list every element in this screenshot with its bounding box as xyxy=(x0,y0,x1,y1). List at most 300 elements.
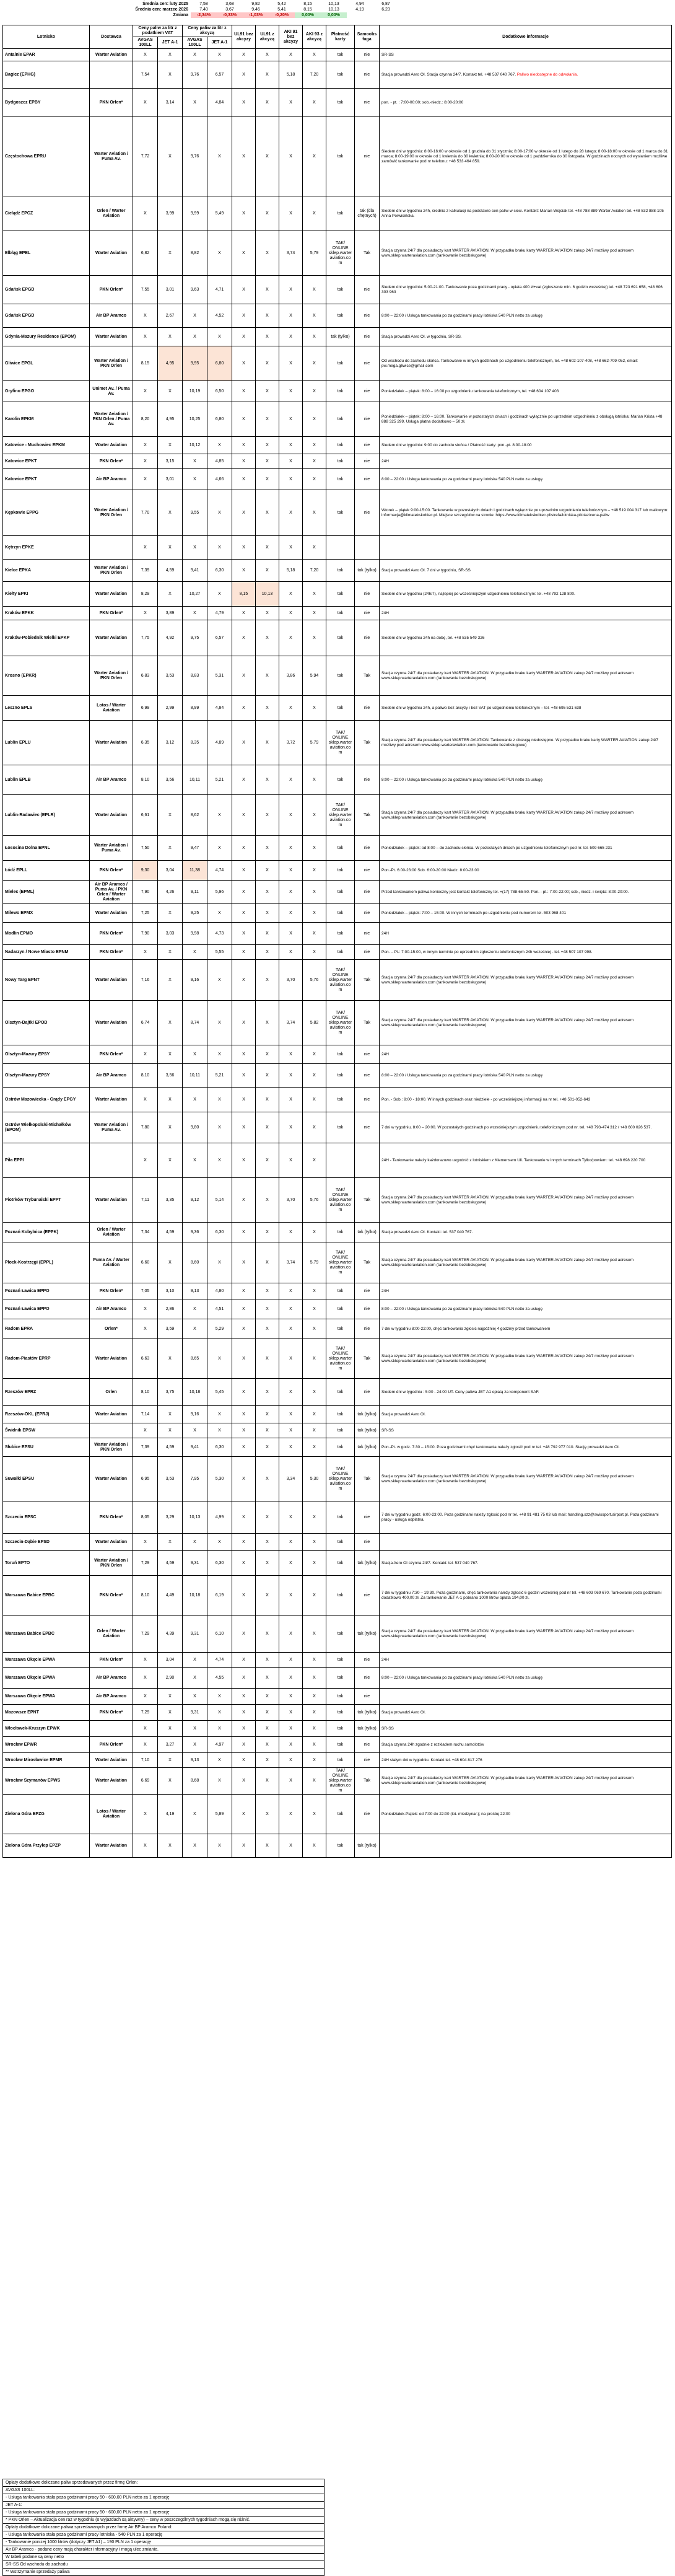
card-payment: tak (tylko) xyxy=(326,328,355,346)
price-cell: X xyxy=(256,861,279,881)
table-row xyxy=(3,765,672,795)
col-aki93-z-akcyza: AKI 93 z akcyzą xyxy=(303,25,326,49)
price-cell: X xyxy=(232,1064,256,1088)
price-cell: X xyxy=(279,1319,303,1339)
info-text: Stacja prowadzi Aero OI. Kontakt: tel. 537 040 767. xyxy=(381,1229,473,1234)
additional-info xyxy=(380,1834,672,1858)
price-cell: X xyxy=(256,904,279,923)
additional-info xyxy=(380,1501,672,1534)
airport-name: Poznań Kobylnica (EPPK) xyxy=(3,1223,90,1242)
info-text: Poniedziałek – piątek: 7:00 – 15:00. W innych terminach po uzgodnieniu pod numerem tel. 503 968 401 xyxy=(381,910,567,915)
price-cell: X xyxy=(232,1112,256,1143)
price-cell: X xyxy=(279,1834,303,1858)
self-service xyxy=(355,536,380,560)
additional-info xyxy=(380,1551,672,1576)
table-row xyxy=(3,1534,672,1551)
supplier-name: Warter Aviation / PKN Orlen xyxy=(90,346,133,381)
price-cell: 4,74 xyxy=(207,861,232,881)
price-cell: 6,69 xyxy=(133,1768,158,1795)
price-cell: 6,74 xyxy=(133,1001,158,1045)
airport-name: Warszawa Babice EPBC xyxy=(3,1615,90,1653)
price-cell: X xyxy=(279,923,303,945)
supplier-name: Warter Aviation xyxy=(90,721,133,765)
table-row xyxy=(3,1339,672,1379)
price-cell: 6,19 xyxy=(207,1576,232,1615)
col-avgas-net: AVGAS 100LL xyxy=(183,37,207,49)
info-text: Siedem dni w tygodniu: 9:00 do zachodu słońca / Płatność karty: pon.-pt. 8:00-18:00 xyxy=(381,442,532,447)
price-cell: X xyxy=(232,1001,256,1045)
supplier-name: Warter Aviation xyxy=(90,1339,133,1379)
card-payment: tak xyxy=(326,881,355,904)
price-cell: X xyxy=(183,1737,207,1753)
self-service xyxy=(355,1143,380,1178)
info-text: Siedem dni w tygodniu (24h/7), najlepiej po wcześniejszym uzgodnieniu telefonicznym: tel. +48 792 128 800. xyxy=(381,591,575,596)
price-cell: 9,98 xyxy=(183,923,207,945)
price-cell: X xyxy=(279,1438,303,1457)
price-cell: 5,76 xyxy=(303,960,326,1001)
self-service: nie xyxy=(355,620,380,656)
additional-info xyxy=(380,1406,672,1423)
self-service: nie xyxy=(355,1319,380,1339)
additional-info xyxy=(380,1689,672,1705)
airport-name: Milewo EPMX xyxy=(3,904,90,923)
price-cell: 6,30 xyxy=(207,560,232,582)
price-cell: 4,59 xyxy=(158,1223,183,1242)
price-cell: X xyxy=(256,454,279,469)
table-row xyxy=(3,536,672,560)
price-cell: 8,65 xyxy=(183,1339,207,1379)
price-cell: X xyxy=(256,1143,279,1178)
price-cell: X xyxy=(158,1705,183,1721)
price-cell: X xyxy=(133,328,158,346)
info-text: Stacja prowadzi Aero OI. w tygodniu, SR-SS. xyxy=(381,334,462,339)
card-payment: tak xyxy=(326,454,355,469)
table-row xyxy=(3,656,672,696)
price-cell: X xyxy=(279,1615,303,1653)
airport-name: Kętrzyn EPKE xyxy=(3,536,90,560)
price-cell: X xyxy=(279,1283,303,1299)
additional-info xyxy=(380,795,672,836)
price-cell: X xyxy=(256,1457,279,1501)
supplier-name: Air BP Aramco xyxy=(90,304,133,328)
additional-info xyxy=(380,923,672,945)
price-cell: X xyxy=(256,607,279,620)
price-cell: X xyxy=(256,923,279,945)
price-cell: 3,86 xyxy=(279,656,303,696)
additional-info xyxy=(380,61,672,89)
price-cell: 10,13 xyxy=(256,582,279,607)
price-cell: 3,29 xyxy=(158,1501,183,1534)
price-cell: X xyxy=(232,89,256,117)
info-text: 24H xyxy=(381,610,389,615)
price-cell: X xyxy=(232,346,256,381)
price-cell: X xyxy=(133,1423,158,1438)
additional-info xyxy=(380,656,672,696)
summary-value: 8,15 xyxy=(303,7,312,12)
price-cell: 3,74 xyxy=(279,1242,303,1283)
self-service: nie xyxy=(355,881,380,904)
price-cell: X xyxy=(232,881,256,904)
footnote-row xyxy=(3,2554,324,2561)
price-cell: X xyxy=(207,1001,232,1045)
airport-name: Rzeszów-OKL (EPRJ) xyxy=(3,1406,90,1423)
price-cell: X xyxy=(183,1088,207,1112)
price-cell: X xyxy=(232,454,256,469)
info-text: Stacja prowadzi Aero OI. 7 dni w tygodniu, SR-SS xyxy=(381,568,471,573)
price-cell: 5,18 xyxy=(279,61,303,89)
info-text: 7 dni w tygodniu 8:00-22:00, chęć tankowania zgłosić najpóźniej 4 godziny przed tankowaniem xyxy=(381,1326,551,1331)
price-cell: X xyxy=(256,1339,279,1379)
card-payment: tak xyxy=(326,904,355,923)
price-cell: X xyxy=(303,1615,326,1653)
price-cell: 6,35 xyxy=(133,721,158,765)
supplier-name: Unimet Av. / Puma Av. xyxy=(90,381,133,402)
price-cell: X xyxy=(256,1721,279,1737)
price-cell: X xyxy=(279,49,303,61)
price-cell: X xyxy=(303,1834,326,1858)
price-cell: X xyxy=(207,1112,232,1143)
self-service: nie xyxy=(355,765,380,795)
additional-info xyxy=(380,560,672,582)
self-service: nie xyxy=(355,696,380,721)
price-cell: X xyxy=(279,1299,303,1319)
price-cell: X xyxy=(232,1705,256,1721)
self-service: nie xyxy=(355,1299,380,1319)
price-cell: X xyxy=(183,1319,207,1339)
col-dostawca: Dostawca xyxy=(90,25,133,49)
info-text: Siedem dni w tygodniu: 8:00-16:00 w okresie od 1 grudnia do 31 stycznia; 8:00-17:00 w okresie od 1 lutego do 28 lutego; 8:00-18:00 w okresie od 1 marca do 31 marca; 8:00-19:00 w okresie od 1 kwietnia do 30 kwietnia; 8:00-20:00 w okresie od 1 października do 30 listopada. W godzinach nocnych od wysłaniem możliwe zamówić tankowanie pod nr telefonu: +48 533 464 859. xyxy=(381,149,668,164)
price-cell: 10,11 xyxy=(183,1064,207,1088)
col-group-vat: Ceny paliw za litr z podatkiem VAT xyxy=(133,25,183,37)
price-cell: X xyxy=(303,765,326,795)
price-cell: X xyxy=(256,1379,279,1406)
additional-info xyxy=(380,1379,672,1406)
price-cell: X xyxy=(256,196,279,231)
price-cell: X xyxy=(279,696,303,721)
price-cell: 9,80 xyxy=(183,1112,207,1143)
table-row xyxy=(3,696,672,721)
info-text: 24H xyxy=(381,931,389,936)
price-cell: 6,57 xyxy=(207,620,232,656)
card-payment: tak xyxy=(326,402,355,437)
supplier-name: Warter Aviation / PKN Orlen xyxy=(90,1551,133,1576)
price-cell: 3,56 xyxy=(158,1064,183,1088)
info-text: 8:00 – 22:00 / Usługa tankowania po za godzinami pracy lotniska 540 PLN netto za usługę xyxy=(381,477,543,481)
self-service: nie xyxy=(355,276,380,304)
info-text: Stacja prowadzi Aero OI. xyxy=(381,1412,426,1417)
self-service: nie xyxy=(355,49,380,61)
price-cell: 7,34 xyxy=(133,1223,158,1242)
airport-name: Bydgoszcz EPBY xyxy=(3,89,90,117)
price-cell: 3,27 xyxy=(158,1737,183,1753)
info-text: Stacja czynna 24/7 dla posiadaczy kart WARTER AVIATION. W przypadku braku karty WARTER AVIATION zakup 24/7 możliwy pod adresem www.sklep.warteraviation.com (tankowanie bezobsługowe) xyxy=(381,670,634,680)
additional-info xyxy=(380,1088,672,1112)
footnote-text: - Usługa tankowania stała poza godzinami pracy 50 - 600,00 PLN netto za 1 operację xyxy=(3,2494,324,2502)
table-row xyxy=(3,276,672,304)
price-cell: X xyxy=(303,1319,326,1339)
price-cell: X xyxy=(232,49,256,61)
airport-name: Ostrów Mazowiecka - Grądy EPGY xyxy=(3,1088,90,1112)
self-service: nie xyxy=(355,1753,380,1768)
price-cell: 5,76 xyxy=(303,1178,326,1223)
price-cell: 4,19 xyxy=(158,1795,183,1834)
price-cell: X xyxy=(256,1423,279,1438)
airport-name: Lublin-Radawiec (EPLR) xyxy=(3,795,90,836)
card-payment: tak xyxy=(326,1112,355,1143)
price-cell: X xyxy=(303,454,326,469)
price-cell: X xyxy=(133,437,158,454)
price-cell: X xyxy=(256,346,279,381)
airport-name: Warszawa Okęcie EPWA xyxy=(3,1689,90,1705)
table-row xyxy=(3,1283,672,1299)
price-cell: X xyxy=(207,536,232,560)
airport-name: Gryfino EPGO xyxy=(3,381,90,402)
price-cell: X xyxy=(183,1423,207,1438)
price-cell: X xyxy=(207,1768,232,1795)
price-cell: X xyxy=(279,1223,303,1242)
info-text: 8:00 – 22:00 / Usługa tankowania po za godzinami pracy lotniska 540 PLN netto za usługę xyxy=(381,1073,543,1078)
price-cell: X xyxy=(207,1423,232,1438)
price-cell: 2,86 xyxy=(158,1299,183,1319)
price-cell: 6,10 xyxy=(207,1615,232,1653)
price-cell: X xyxy=(303,1379,326,1406)
price-cell: 8,83 xyxy=(183,656,207,696)
price-cell: 6,63 xyxy=(133,1339,158,1379)
airport-name: Kępkowie EPPG xyxy=(3,490,90,536)
price-cell: X xyxy=(256,1576,279,1615)
card-payment: tak xyxy=(326,1064,355,1088)
supplier-name: Warter Aviation xyxy=(90,582,133,607)
additional-info xyxy=(380,1283,672,1299)
supplier-name: Warter Aviation xyxy=(90,620,133,656)
self-service: Tak xyxy=(355,1001,380,1045)
card-payment xyxy=(326,1143,355,1178)
additional-info xyxy=(380,1001,672,1045)
price-cell: X xyxy=(133,196,158,231)
price-cell: X xyxy=(158,117,183,196)
info-text: Stacja prowadzi Aero OI. Stacja czynna 24/7. Kontakt tel. +48 537 040 767. xyxy=(381,72,516,77)
price-cell: X xyxy=(232,231,256,276)
self-service: Tak xyxy=(355,231,380,276)
supplier-name: Warter Aviation xyxy=(90,1001,133,1045)
summary-value: 0,00% xyxy=(295,12,321,18)
supplier-name: Warter Aviation / PKN Orlen / Puma Av. xyxy=(90,402,133,437)
table-row xyxy=(3,328,672,346)
price-cell: 6,99 xyxy=(133,696,158,721)
price-cell: X xyxy=(256,1299,279,1319)
price-cell: X xyxy=(232,1319,256,1339)
price-cell: X xyxy=(279,607,303,620)
price-cell: X xyxy=(232,1178,256,1223)
price-cell: 6,57 xyxy=(207,61,232,89)
airport-name: Cielądź EPCZ xyxy=(3,196,90,231)
info-warning: Paliwo niedostępne do odwołania. xyxy=(516,72,578,77)
price-cell: X xyxy=(158,1834,183,1858)
price-cell: X xyxy=(256,1753,279,1768)
self-service: nie xyxy=(355,437,380,454)
price-cell: X xyxy=(232,945,256,960)
info-text: Siedem dni w tygodniu: 5:00-21:00. Tankowanie poza godzinami pracy - opłata 400 zł+vat (zgłoszenie min. 6 godzin wcześniej) tel. +48 723 691 658, +48 606 303 963 xyxy=(381,284,663,294)
table-row xyxy=(3,607,672,620)
price-cell: X xyxy=(303,620,326,656)
price-cell: X xyxy=(303,1705,326,1721)
price-cell: X xyxy=(158,1534,183,1551)
price-cell: X xyxy=(207,1753,232,1768)
summary-value: 8,15 xyxy=(303,2,312,6)
price-cell: 3,15 xyxy=(158,454,183,469)
price-cell: X xyxy=(279,836,303,861)
table-row xyxy=(3,721,672,765)
price-cell: X xyxy=(303,1653,326,1668)
supplier-name: PKN Orlen* xyxy=(90,1737,133,1753)
self-service: Tak xyxy=(355,656,380,696)
price-cell: 3,04 xyxy=(158,861,183,881)
price-cell: X xyxy=(158,61,183,89)
price-cell: 7,39 xyxy=(133,560,158,582)
price-cell: 5,30 xyxy=(207,1457,232,1501)
price-cell: 5,89 xyxy=(207,1795,232,1834)
card-payment: tak xyxy=(326,1283,355,1299)
price-cell: X xyxy=(303,196,326,231)
info-text: Stacja czynna 24/7 dla posiadaczy kart WARTER AVIATION. Tankowanie z obsługą niedostępne. W przypadku braku karty WARTER AVIATION zakup 24/7 możliwy pod adresem www.sklep.warteraviation.com (tankowanie bezobsługowe) xyxy=(381,737,659,747)
price-cell: 3,72 xyxy=(279,721,303,765)
airport-name: Gdańsk EPGD xyxy=(3,276,90,304)
airport-name: Katowice - Muchowiec EPKM xyxy=(3,437,90,454)
self-service: nie xyxy=(355,1689,380,1705)
table-row xyxy=(3,454,672,469)
table-row xyxy=(3,1653,672,1668)
price-cell: 4,71 xyxy=(207,276,232,304)
additional-info xyxy=(380,304,672,328)
price-cell: X xyxy=(279,1064,303,1088)
table-row xyxy=(3,1299,672,1319)
table-row xyxy=(3,1668,672,1689)
table-row xyxy=(3,437,672,454)
price-cell: X xyxy=(232,490,256,536)
price-cell: X xyxy=(158,381,183,402)
table-row xyxy=(3,923,672,945)
price-cell: 8,35 xyxy=(183,721,207,765)
self-service: tak (tylko) xyxy=(355,1406,380,1423)
price-cell: X xyxy=(279,1088,303,1112)
price-cell: X xyxy=(133,1143,158,1178)
price-cell: X xyxy=(232,1834,256,1858)
card-payment: tak xyxy=(326,196,355,231)
footnote-row xyxy=(3,2524,324,2531)
price-cell: 7,25 xyxy=(133,904,158,923)
price-cell: 4,99 xyxy=(207,1501,232,1534)
table-row xyxy=(3,945,672,960)
table-row xyxy=(3,381,672,402)
price-cell: X xyxy=(207,795,232,836)
price-cell: 5,31 xyxy=(207,656,232,696)
price-cell: 7,16 xyxy=(133,960,158,1001)
price-cell: 9,12 xyxy=(183,1178,207,1223)
footnote-text: - Usługa tankowania stała poza godzinami pracy lotniska - 540 PLN za 1 operację xyxy=(3,2531,324,2539)
price-cell: X xyxy=(207,328,232,346)
airport-name: Włocławek-Kruszyn EPWK xyxy=(3,1721,90,1737)
additional-info xyxy=(380,469,672,490)
price-cell: X xyxy=(183,454,207,469)
price-cell: 3,03 xyxy=(158,923,183,945)
footnote-text: Air BP Aramco - podane ceny mają charakter informacyjny i mogą ulec zmianie. xyxy=(3,2546,324,2554)
self-service: Tak xyxy=(355,1768,380,1795)
additional-info xyxy=(380,1615,672,1653)
footnote-text: AVGAS 100LL: xyxy=(3,2487,324,2494)
additional-info xyxy=(380,1534,672,1551)
price-cell: X xyxy=(207,231,232,276)
price-cell: 7,29 xyxy=(133,1615,158,1653)
airport-name: Łódź EPLL xyxy=(3,861,90,881)
table-row xyxy=(3,1551,672,1576)
airport-name: Wrocław EPWR xyxy=(3,1737,90,1753)
price-cell: 2,90 xyxy=(158,1668,183,1689)
price-cell: X xyxy=(256,304,279,328)
price-cell: 4,95 xyxy=(158,402,183,437)
price-cell: X xyxy=(133,1653,158,1668)
price-cell: 7,70 xyxy=(133,490,158,536)
card-payment: tak xyxy=(326,1534,355,1551)
additional-info xyxy=(380,328,672,346)
supplier-name: Warter Aviation xyxy=(90,1178,133,1223)
airport-name: Karolin EPKM xyxy=(3,402,90,437)
airport-name: Gdańsk EPGD xyxy=(3,304,90,328)
price-cell: X xyxy=(183,469,207,490)
price-cell: 8,15 xyxy=(232,582,256,607)
card-payment: tak xyxy=(326,1689,355,1705)
table-row xyxy=(3,196,672,231)
price-cell: X xyxy=(232,1045,256,1064)
airport-name: Olsztyn-Mazury EPSY xyxy=(3,1045,90,1064)
footnote-row xyxy=(3,2531,324,2539)
price-cell: X xyxy=(158,795,183,836)
table-row xyxy=(3,1379,672,1406)
card-payment: tak xyxy=(326,381,355,402)
info-text: 8:00 – 22:00 / Usługa tankowania po za godzinami pracy lotniska 540 PLN netto za usługę xyxy=(381,1675,543,1680)
airport-name: Kiełty EPKI xyxy=(3,582,90,607)
additional-info xyxy=(380,1112,672,1143)
price-cell: X xyxy=(207,437,232,454)
price-cell: X xyxy=(232,1283,256,1299)
self-service: tak (tylko) xyxy=(355,1423,380,1438)
table-row xyxy=(3,1001,672,1045)
price-cell: 5,14 xyxy=(207,1178,232,1223)
additional-info xyxy=(380,196,672,231)
card-payment: TAK/ ONLINE sklep.warter aviation.co m xyxy=(326,1242,355,1283)
price-cell: X xyxy=(303,1576,326,1615)
price-cell: X xyxy=(279,454,303,469)
card-payment: tak xyxy=(326,582,355,607)
supplier-name: Warter Aviation xyxy=(90,904,133,923)
card-payment: TAK/ ONLINE sklep.warter aviation.co m xyxy=(326,960,355,1001)
price-cell: X xyxy=(232,904,256,923)
supplier-name: Warter Aviation / Puma Av. xyxy=(90,117,133,196)
price-cell: 7,20 xyxy=(303,560,326,582)
price-cell: X xyxy=(232,1737,256,1753)
card-payment: tak xyxy=(326,1753,355,1768)
card-payment: tak xyxy=(326,765,355,795)
price-cell: X xyxy=(158,1112,183,1143)
price-cell: X xyxy=(279,346,303,381)
price-cell: 8,10 xyxy=(133,765,158,795)
price-cell: X xyxy=(207,1721,232,1737)
supplier-name: Warter Aviation xyxy=(90,1768,133,1795)
price-cell: X xyxy=(133,1534,158,1551)
price-cell: X xyxy=(158,1423,183,1438)
price-cell: X xyxy=(207,582,232,607)
card-payment: tak xyxy=(326,1834,355,1858)
price-cell: X xyxy=(279,904,303,923)
